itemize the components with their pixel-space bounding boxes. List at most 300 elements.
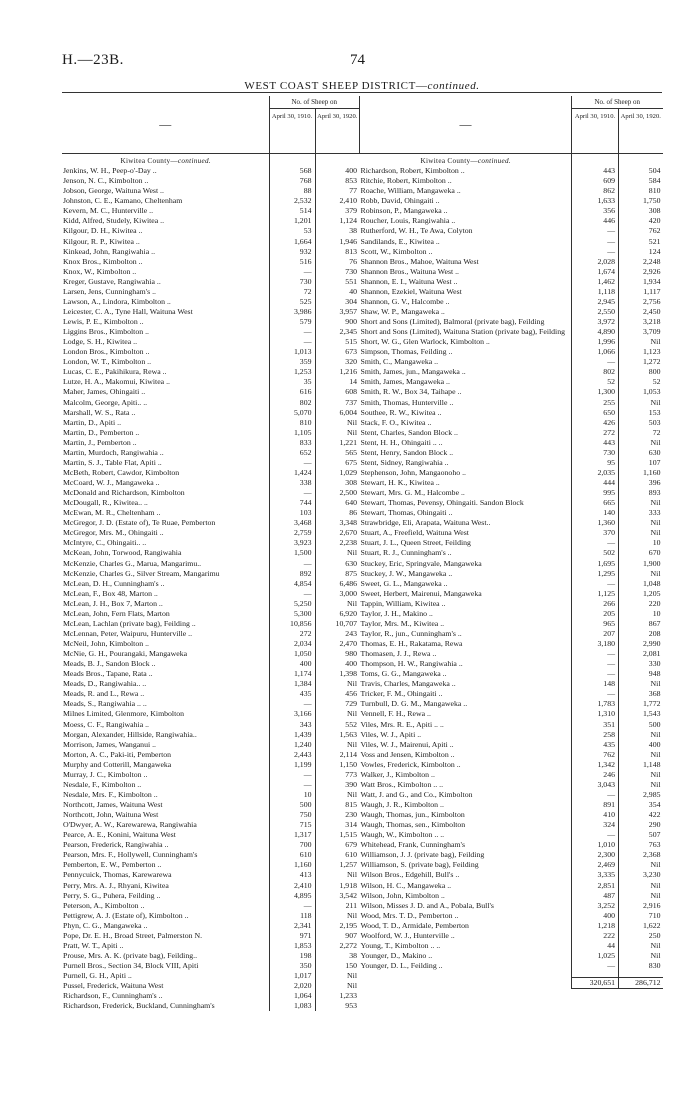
sheep-1910: — bbox=[269, 901, 315, 911]
county-continued: continued. bbox=[477, 157, 512, 165]
owner-name: Milnes Limited, Glenmore, Kimbolton bbox=[63, 709, 185, 719]
sheep-1920: 2,272 bbox=[315, 941, 359, 951]
sheep-1910: — bbox=[572, 790, 619, 800]
sheep-1910: 426 bbox=[572, 418, 619, 428]
sheep-1920: 6,486 bbox=[315, 579, 359, 589]
sheep-1910: 891 bbox=[572, 800, 619, 810]
owner-name: McGregor, Mrs. M., Ohingaiti .. bbox=[63, 528, 164, 538]
sheep-1920: 390 bbox=[315, 780, 359, 790]
owner-name: Strawbridge, Eli, Arapata, Waituna West.. bbox=[360, 518, 491, 528]
sheep-1920: 800 bbox=[619, 367, 663, 377]
sheep-1920: Nil bbox=[619, 860, 663, 870]
table-row bbox=[62, 307, 359, 317]
table-row bbox=[360, 609, 663, 619]
owner-name: Purnell, G. H., Apiti .. bbox=[63, 971, 132, 981]
sheep-1920: 907 bbox=[315, 931, 359, 941]
sheep-1920: 1,205 bbox=[619, 589, 663, 599]
table-row bbox=[62, 720, 359, 730]
table-row bbox=[62, 247, 359, 257]
table-row bbox=[360, 498, 663, 508]
sheep-1920: 679 bbox=[315, 840, 359, 850]
section-title bbox=[62, 80, 662, 92]
table-row bbox=[360, 569, 663, 579]
sheep-1910: 1,317 bbox=[269, 830, 315, 840]
sheep-1910: 1,295 bbox=[572, 569, 619, 579]
table-row bbox=[360, 961, 663, 971]
sheep-1920: 1,563 bbox=[315, 730, 359, 740]
county-name: Kiwitea County— bbox=[120, 157, 178, 165]
owner-name: Leicester, C. A., Tyne Hall, Waituna West bbox=[63, 306, 193, 316]
table-row bbox=[360, 287, 663, 297]
sheep-1920: 900 bbox=[315, 317, 359, 327]
table-row bbox=[360, 277, 663, 287]
owner-name: Meads, S., Rangiwahia .. .. bbox=[63, 699, 147, 709]
sheep-1920: 400 bbox=[619, 740, 663, 750]
total-1910: 320,651 bbox=[572, 977, 619, 988]
owner-name: Jenson, N. C., Kimbolton .. bbox=[63, 176, 149, 186]
table-row bbox=[360, 377, 663, 387]
owner-name: Stuart, J. L., Queen Street, Feilding bbox=[360, 538, 471, 548]
owner-name: Stuckey, J. W., Mangaweka .. bbox=[360, 568, 453, 578]
sheep-1920: 1,515 bbox=[315, 830, 359, 840]
sheep-1910: 3,986 bbox=[269, 307, 315, 317]
sheep-1910: 802 bbox=[269, 398, 315, 408]
sheep-1910: 862 bbox=[572, 186, 619, 196]
table-row bbox=[360, 850, 663, 860]
owner-name: Morton, A. C., Paki-iti, Pemberton bbox=[63, 749, 172, 759]
table-row bbox=[360, 901, 663, 911]
sheep-1910: 1,384 bbox=[269, 679, 315, 689]
sheep-1920: 230 bbox=[315, 810, 359, 820]
owner-name: Jenkins, W. H., Peep-o'-Day .. bbox=[63, 166, 157, 176]
table-row bbox=[62, 669, 359, 679]
sheep-1910: 443 bbox=[572, 438, 619, 448]
owner-name: Richardson, Frederick, Buckland, Cunningham's bbox=[63, 1001, 215, 1011]
owner-name: Stewart, Mrs. G. M., Halcombe .. bbox=[360, 488, 465, 498]
sheep-1920: 3,542 bbox=[315, 891, 359, 901]
table-row bbox=[360, 448, 663, 458]
table-row bbox=[62, 559, 359, 569]
table-row bbox=[62, 398, 359, 408]
sheep-1910: 3,180 bbox=[572, 639, 619, 649]
owner-name: Richardson, Robert, Kimbolton .. bbox=[360, 166, 465, 176]
owner-name: Richardson, F., Cunningham's .. bbox=[63, 991, 163, 1001]
table-row bbox=[360, 408, 663, 418]
table-row bbox=[62, 166, 359, 176]
sheep-1920: 1,398 bbox=[315, 669, 359, 679]
sheep-1920: 243 bbox=[315, 629, 359, 639]
sheep-1910: — bbox=[269, 267, 315, 277]
sheep-1910: 1,083 bbox=[269, 1001, 315, 1011]
owner-name: Stent, H. H., Ohingaiti .. .. bbox=[360, 437, 443, 447]
sheep-1910: 52 bbox=[572, 377, 619, 387]
owner-name: Toms, G. G., Mangaweka .. bbox=[360, 669, 447, 679]
sheep-1920: 552 bbox=[315, 720, 359, 730]
sheep-1910: 435 bbox=[572, 740, 619, 750]
owner-name: Martin, Murdoch, Rangiwahia .. bbox=[63, 447, 164, 457]
owner-name: McLean, F., Box 48, Marton .. bbox=[63, 588, 158, 598]
sheep-1920: 10 bbox=[619, 609, 663, 619]
table-row bbox=[360, 639, 663, 649]
sheep-1920: 2,248 bbox=[619, 257, 663, 267]
owner-name: Thomasen, J. J., Rewa .. bbox=[360, 649, 437, 659]
owner-name: Stewart, Thomas, Pevensy, Ohingaiti. Sandon Block bbox=[360, 498, 524, 508]
table-row bbox=[360, 689, 663, 699]
sheep-1920: 250 bbox=[619, 931, 663, 941]
owner-name: Smith, James, Mangaweka .. bbox=[360, 377, 450, 387]
sheep-1920: Nil bbox=[315, 971, 359, 981]
sheep-1920: 2,916 bbox=[619, 901, 663, 911]
sheep-1920: 456 bbox=[315, 689, 359, 699]
sheep-1920: 773 bbox=[315, 770, 359, 780]
sheep-1920: 6,920 bbox=[315, 609, 359, 619]
sheep-1910: 1,500 bbox=[269, 548, 315, 558]
sheep-1910: — bbox=[572, 237, 619, 247]
sheep-1920: 815 bbox=[315, 800, 359, 810]
sheep-1920: 948 bbox=[619, 669, 663, 679]
sheep-1920: 763 bbox=[619, 840, 663, 850]
owner-column-header: — bbox=[360, 96, 572, 154]
sheep-1910: — bbox=[269, 488, 315, 498]
table-row bbox=[62, 438, 359, 448]
table-row bbox=[62, 699, 359, 709]
owner-name: Younger, D., Makino .. bbox=[360, 950, 433, 960]
sheep-1920: 10,707 bbox=[315, 619, 359, 629]
owner-name: Waugh, J. R., Kimbolton .. bbox=[360, 800, 444, 809]
sheep-1910: — bbox=[269, 770, 315, 780]
sheep-1910: 3,972 bbox=[572, 317, 619, 327]
table-row bbox=[360, 891, 663, 901]
table-row bbox=[62, 216, 359, 226]
owner-name: McEwan, M. R., Cheltenham .. bbox=[63, 508, 161, 518]
owner-name: Kinkead, John, Rangiwahia .. bbox=[63, 246, 156, 256]
sheep-1910: — bbox=[269, 699, 315, 709]
sheep-1920: 1,150 bbox=[315, 760, 359, 770]
table-row bbox=[62, 579, 359, 589]
table-row bbox=[360, 911, 663, 921]
owner-name: Smith, Thomas, Hunterville .. bbox=[360, 397, 454, 407]
owner-name: Northcott, James, Waituna West bbox=[63, 800, 163, 809]
table-row bbox=[62, 941, 359, 951]
owner-name: Robinson, P., Mangaweka .. bbox=[360, 206, 448, 216]
table-row bbox=[360, 518, 663, 528]
sheep-1910: 3,043 bbox=[572, 780, 619, 790]
table-row bbox=[62, 518, 359, 528]
sheep-1920: 2,410 bbox=[315, 196, 359, 206]
sheep-1920: 3,000 bbox=[315, 589, 359, 599]
owner-name: Morgan, Alexander, Hillside, Rangiwahia.. bbox=[63, 729, 197, 739]
sheep-1910: 72 bbox=[269, 287, 315, 297]
table-row bbox=[62, 196, 359, 206]
owner-name: Sandilands, E., Kiwitea .. bbox=[360, 236, 440, 246]
sheep-1920: 2,470 bbox=[315, 639, 359, 649]
owner-name: Thompson, H. W., Rangiwahia .. bbox=[360, 659, 463, 669]
sheep-1920: 565 bbox=[315, 448, 359, 458]
owner-name: Martin, D., Apiti .. bbox=[63, 417, 122, 427]
sheep-1920: 290 bbox=[619, 820, 663, 830]
sheep-1910: 2,851 bbox=[572, 881, 619, 891]
owner-name: Stephenson, John, Mangaonoho .. bbox=[360, 467, 466, 477]
sheep-1920: 1,123 bbox=[619, 347, 663, 357]
owner-name: Shannon Bros., Mahoe, Waituna West bbox=[360, 256, 479, 266]
sheep-1910: 1,462 bbox=[572, 277, 619, 287]
sheep-1920-cell bbox=[619, 154, 663, 167]
sheep-1920: 86 bbox=[315, 508, 359, 518]
table-row bbox=[62, 327, 359, 337]
owner-name: Phyn, C. G., Mangaweka .. bbox=[63, 920, 148, 930]
owner-name: Meads Bros., Tapane, Rata .. bbox=[63, 669, 153, 679]
table-row bbox=[62, 780, 359, 790]
table-row bbox=[62, 981, 359, 991]
sheep-1910: 665 bbox=[572, 498, 619, 508]
sheep-1910: 971 bbox=[269, 931, 315, 941]
sheep-1910: — bbox=[269, 327, 315, 337]
sheep-1920: 610 bbox=[315, 850, 359, 860]
sheep-1920: 330 bbox=[619, 659, 663, 669]
owner-name: McLennan, Peter, Waipuru, Hunterville .. bbox=[63, 628, 193, 638]
sheep-1910: 2,410 bbox=[269, 881, 315, 891]
sheep-1910: 435 bbox=[269, 689, 315, 699]
sheep-1910: — bbox=[269, 589, 315, 599]
owner-name: Wilson, John, Kimbolton .. bbox=[360, 890, 445, 900]
section-title-text: WEST COAST SHEEP DISTRICT— bbox=[244, 80, 428, 92]
sheep-1920: 14 bbox=[315, 377, 359, 387]
owner-name: Smith, James, jun., Mangaweka .. bbox=[360, 367, 466, 377]
sheep-1920: 3,709 bbox=[619, 327, 663, 337]
table-row bbox=[360, 881, 663, 891]
owner-name: Sweet, G. L., Mangaweka .. bbox=[360, 578, 448, 588]
sheep-1910: — bbox=[572, 538, 619, 548]
sheep-1910: 650 bbox=[572, 408, 619, 418]
sheep-1920: 124 bbox=[619, 247, 663, 257]
table-row bbox=[360, 216, 663, 226]
sheep-1920: 2,081 bbox=[619, 649, 663, 659]
table-row bbox=[360, 810, 663, 820]
table-row bbox=[62, 961, 359, 971]
table-row bbox=[62, 770, 359, 780]
sheep-1920: 2,345 bbox=[315, 327, 359, 337]
sheep-1910: 2,300 bbox=[572, 850, 619, 860]
owner-name: Younger, D. L., Feilding .. bbox=[360, 961, 443, 970]
sheep-1910: — bbox=[572, 830, 619, 840]
sheep-1920: Nil bbox=[619, 770, 663, 780]
sheep-1910: 1,996 bbox=[572, 337, 619, 347]
county-heading bbox=[62, 154, 269, 167]
owner-name: Moess, C. F., Rangiwahia .. bbox=[63, 719, 150, 729]
page-number: 74 bbox=[350, 52, 365, 68]
sheep-1920: Nil bbox=[315, 428, 359, 438]
sheep-1910: — bbox=[269, 337, 315, 347]
owner-name: Johnston, C. E., Kamano, Cheltenham bbox=[63, 196, 183, 206]
sheep-1910: 1,017 bbox=[269, 971, 315, 981]
owner-name: Perry, S. G., Puhera, Feilding .. bbox=[63, 890, 161, 900]
table-row bbox=[62, 659, 359, 669]
table-row bbox=[62, 740, 359, 750]
table-row bbox=[360, 428, 663, 438]
sheep-1910: — bbox=[572, 579, 619, 589]
sheep-1910: 400 bbox=[269, 659, 315, 669]
owner-name: Stuart, R. J., Cunningham's .. bbox=[360, 548, 452, 558]
sheep-1920: 354 bbox=[619, 800, 663, 810]
section-title-continued: continued. bbox=[427, 80, 480, 92]
sheep-1910: 95 bbox=[572, 458, 619, 468]
sheep-1920: Nil bbox=[619, 498, 663, 508]
top-rule bbox=[62, 92, 662, 93]
sheep-1920: 670 bbox=[619, 548, 663, 558]
table-row bbox=[62, 528, 359, 538]
sheep-1920: 1,160 bbox=[619, 468, 663, 478]
owner-name: Wood, T. D., Armidale, Pemberton bbox=[360, 920, 469, 930]
sheep-1920: Nil bbox=[315, 679, 359, 689]
owner-name: Scott, W., Kimbolton .. bbox=[360, 246, 433, 256]
table-row bbox=[360, 800, 663, 810]
table-row bbox=[360, 267, 663, 277]
table-row bbox=[62, 176, 359, 186]
county-continued: continued. bbox=[177, 157, 212, 165]
owner-name: Travis, Charles, Mangaweka .. bbox=[360, 679, 456, 689]
sheep-1910: 148 bbox=[572, 679, 619, 689]
sheep-1920: 2,926 bbox=[619, 267, 663, 277]
sheep-1920: 1,934 bbox=[619, 277, 663, 287]
sheep-1920: 368 bbox=[619, 689, 663, 699]
table-row bbox=[360, 951, 663, 961]
owner-name: Pearson, Mrs. F., Hollywell, Cunningham's bbox=[63, 850, 198, 860]
sheep-1920: 379 bbox=[315, 206, 359, 216]
sheep-1920: 2,195 bbox=[315, 921, 359, 931]
table-row bbox=[62, 609, 359, 619]
sheep-1910: 103 bbox=[269, 508, 315, 518]
sheep-1910: 1,360 bbox=[572, 518, 619, 528]
sheep-1920: 2,368 bbox=[619, 850, 663, 860]
totals-row bbox=[360, 977, 663, 988]
table-row bbox=[62, 901, 359, 911]
table-row bbox=[360, 649, 663, 659]
sheep-1920: 422 bbox=[619, 810, 663, 820]
sheep-1910: 744 bbox=[269, 498, 315, 508]
sheep-1910: 487 bbox=[572, 891, 619, 901]
sheep-1910: 88 bbox=[269, 186, 315, 196]
owner-name: Pratt, W. T., Apiti .. bbox=[63, 940, 124, 950]
owner-name: Whitehead, Frank, Cunningham's bbox=[360, 840, 465, 850]
table-row bbox=[62, 538, 359, 548]
sheep-1920: 500 bbox=[619, 720, 663, 730]
table-row bbox=[360, 629, 663, 639]
sheep-table-left bbox=[62, 96, 359, 1011]
sheep-1920: 1,772 bbox=[619, 699, 663, 709]
owner-name: Marshall, W. S., Rata .. bbox=[63, 407, 136, 417]
sheep-1920: 1,622 bbox=[619, 921, 663, 931]
owner-name: Stewart, H. K., Kiwitea .. bbox=[360, 478, 440, 487]
sheep-1920: 813 bbox=[315, 247, 359, 257]
sheep-1910: 258 bbox=[572, 730, 619, 740]
sheep-1920: 3,218 bbox=[619, 317, 663, 327]
sheep-1910: 370 bbox=[572, 528, 619, 538]
sheep-1910: 53 bbox=[269, 226, 315, 236]
col-header-1910: April 30, 1910. bbox=[572, 109, 619, 154]
table-row bbox=[62, 206, 359, 216]
sheep-1920: 1,543 bbox=[619, 709, 663, 719]
table-row bbox=[360, 337, 663, 347]
sheep-1920: 153 bbox=[619, 408, 663, 418]
sheep-1920: 830 bbox=[619, 961, 663, 971]
table-row bbox=[360, 387, 663, 397]
sheep-1920: 2,238 bbox=[315, 538, 359, 548]
sheep-1910: 207 bbox=[572, 629, 619, 639]
sheep-1920: Nil bbox=[619, 569, 663, 579]
table-row bbox=[62, 911, 359, 921]
owner-name: Southee, R. W., Kiwitea .. bbox=[360, 407, 442, 417]
sheep-1910: 2,341 bbox=[269, 921, 315, 931]
sheep-1920: 2,756 bbox=[619, 297, 663, 307]
sheep-1910: 502 bbox=[572, 548, 619, 558]
table-row bbox=[360, 327, 663, 337]
sheep-1910: 266 bbox=[572, 599, 619, 609]
sheep-count-group-header: No. of Sheep on bbox=[269, 96, 359, 109]
table-row bbox=[360, 659, 663, 669]
table-row bbox=[360, 488, 663, 498]
sheep-1910: 2,028 bbox=[572, 257, 619, 267]
owner-name: Vennell, F. H., Rewa .. bbox=[360, 709, 431, 719]
sheep-1920: 3,230 bbox=[619, 870, 663, 880]
table-row bbox=[360, 941, 663, 951]
sheep-1910: 446 bbox=[572, 216, 619, 226]
sheep-1920: 673 bbox=[315, 347, 359, 357]
table-row bbox=[62, 750, 359, 760]
sheep-1920: 76 bbox=[315, 257, 359, 267]
table-row bbox=[360, 589, 663, 599]
sheep-1910: 610 bbox=[269, 850, 315, 860]
sheep-1920: 1,750 bbox=[619, 196, 663, 206]
sheep-1910-cell bbox=[269, 154, 315, 167]
sheep-1910: 1,174 bbox=[269, 669, 315, 679]
sheep-1910: 255 bbox=[572, 398, 619, 408]
table-row bbox=[360, 720, 663, 730]
owner-name: Stuckey, Eric, Springvale, Mangaweka bbox=[360, 558, 482, 568]
owner-name: McBeth, Robert, Cawdor, Kimbolton bbox=[63, 467, 180, 477]
table-row bbox=[62, 478, 359, 488]
owner-name: Walker, J., Kimbolton .. bbox=[360, 769, 435, 779]
sheep-1910: 652 bbox=[269, 448, 315, 458]
owner-name: Shannon, G. V., Halcombe .. bbox=[360, 296, 450, 306]
sheep-1910: 3,166 bbox=[269, 709, 315, 719]
sheep-1920: 6,004 bbox=[315, 408, 359, 418]
sheep-1920: Nil bbox=[619, 891, 663, 901]
table-row bbox=[360, 740, 663, 750]
table-row bbox=[360, 347, 663, 357]
table-row bbox=[62, 297, 359, 307]
sheep-1920: Nil bbox=[315, 599, 359, 609]
table-row bbox=[360, 438, 663, 448]
sheep-1920: 150 bbox=[315, 961, 359, 971]
sheep-1920: Nil bbox=[315, 548, 359, 558]
owner-name: Pussel, Frederick, Waituna West bbox=[63, 981, 164, 991]
owner-name: Purnell Bros., Section 34, Block VIII, Apiti bbox=[63, 961, 199, 970]
owner-name: Nesdale, Mrs. F., Kimbolton .. bbox=[63, 789, 158, 799]
sheep-1920: 515 bbox=[315, 337, 359, 347]
table-row bbox=[62, 629, 359, 639]
table-row bbox=[62, 870, 359, 880]
table-row bbox=[360, 679, 663, 689]
sheep-1920: 400 bbox=[315, 659, 359, 669]
table-row bbox=[62, 709, 359, 719]
owner-name: Pemberton, E. W., Pemberton .. bbox=[63, 860, 162, 870]
sheep-1920: 675 bbox=[315, 458, 359, 468]
table-row bbox=[360, 559, 663, 569]
table-row bbox=[360, 750, 663, 760]
sheep-1910: — bbox=[572, 659, 619, 669]
table-row bbox=[360, 730, 663, 740]
owner-name: Sweet, Herbert, Mairenui, Mangaweka bbox=[360, 588, 482, 598]
